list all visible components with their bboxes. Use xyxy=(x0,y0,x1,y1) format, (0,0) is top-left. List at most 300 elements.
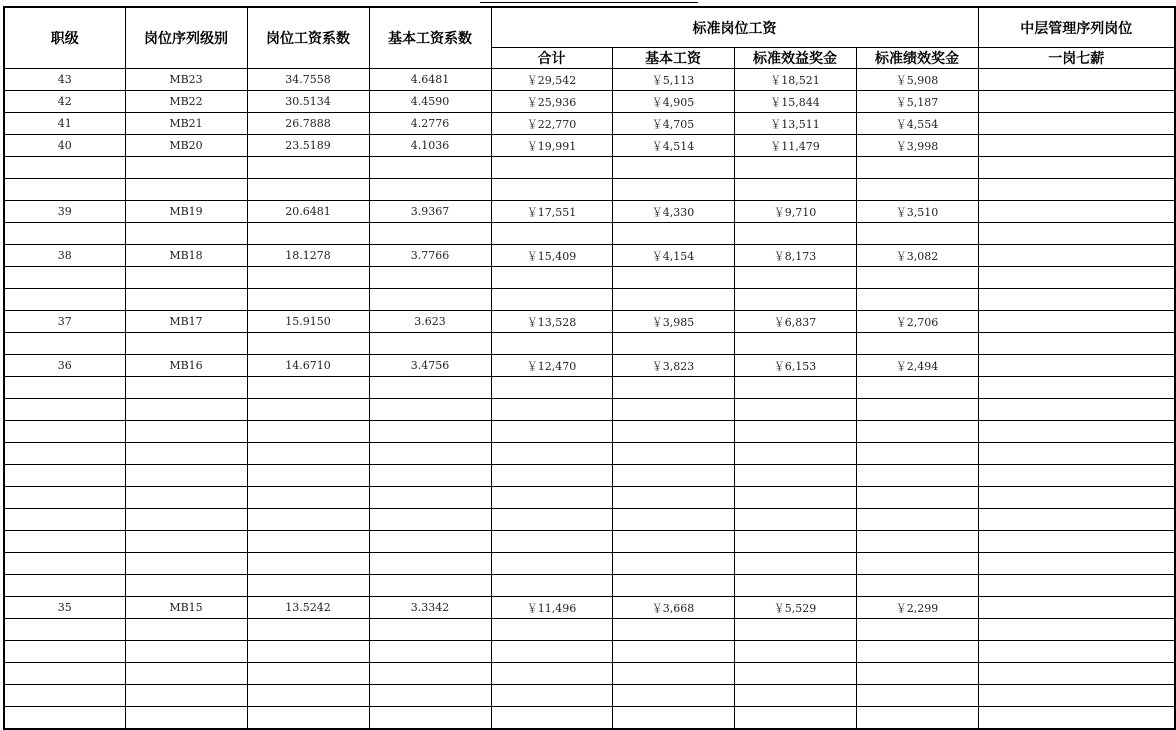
table-row xyxy=(4,113,1175,135)
cell-level xyxy=(125,553,247,575)
cell-grade xyxy=(4,333,125,355)
table-row xyxy=(4,223,1175,245)
cell-base-wage xyxy=(612,487,734,509)
cell-post-coef xyxy=(247,575,369,597)
cell-base-wage: ￥3,668 xyxy=(612,597,734,619)
cell-perf-bonus: ￥3,510 xyxy=(856,201,978,223)
cell-total xyxy=(491,707,612,730)
cell-level xyxy=(125,685,247,707)
cell-perf-bonus xyxy=(856,663,978,685)
cell-level: MB17 xyxy=(125,311,247,333)
cell-base-coef xyxy=(369,685,491,707)
cell-total xyxy=(491,663,612,685)
cell-base-coef: 4.4590 xyxy=(369,91,491,113)
cell-grade: 35 xyxy=(4,597,125,619)
cell-mid-mgmt xyxy=(978,443,1175,465)
cell-level: MB18 xyxy=(125,245,247,267)
cell-base-coef xyxy=(369,663,491,685)
cell-level: MB15 xyxy=(125,597,247,619)
cell-base-wage: ￥5,113 xyxy=(612,69,734,91)
cell-post-coef xyxy=(247,157,369,179)
cell-level xyxy=(125,619,247,641)
cell-mid-mgmt xyxy=(978,289,1175,311)
cell-post-coef: 20.6481 xyxy=(247,201,369,223)
cell-grade: 42 xyxy=(4,91,125,113)
cell-grade xyxy=(4,179,125,201)
cell-base-wage xyxy=(612,179,734,201)
cell-level xyxy=(125,377,247,399)
cell-benefit-bonus xyxy=(734,465,856,487)
cell-level xyxy=(125,267,247,289)
cell-grade xyxy=(4,487,125,509)
cell-base-coef: 3.3342 xyxy=(369,597,491,619)
cell-grade xyxy=(4,663,125,685)
cell-benefit-bonus xyxy=(734,267,856,289)
cell-post-coef xyxy=(247,267,369,289)
cell-level xyxy=(125,421,247,443)
cell-total xyxy=(491,223,612,245)
cell-mid-mgmt xyxy=(978,685,1175,707)
cell-post-coef: 30.5134 xyxy=(247,91,369,113)
cell-total xyxy=(491,421,612,443)
cell-total xyxy=(491,465,612,487)
cell-total: ￥11,496 xyxy=(491,597,612,619)
cell-base-wage xyxy=(612,399,734,421)
cell-base-wage xyxy=(612,553,734,575)
table-row xyxy=(4,399,1175,421)
cell-perf-bonus: ￥2,494 xyxy=(856,355,978,377)
cell-benefit-bonus xyxy=(734,333,856,355)
cell-base-wage: ￥4,705 xyxy=(612,113,734,135)
cell-base-coef: 3.623 xyxy=(369,311,491,333)
cell-level xyxy=(125,509,247,531)
cell-benefit-bonus xyxy=(734,157,856,179)
cell-grade xyxy=(4,619,125,641)
cell-perf-bonus xyxy=(856,179,978,201)
cell-base-coef xyxy=(369,487,491,509)
cell-mid-mgmt xyxy=(978,113,1175,135)
cell-mid-mgmt xyxy=(978,355,1175,377)
cell-base-wage xyxy=(612,685,734,707)
cell-post-coef xyxy=(247,663,369,685)
table-row xyxy=(4,619,1175,641)
table-row xyxy=(4,487,1175,509)
cell-level: MB23 xyxy=(125,69,247,91)
cell-benefit-bonus xyxy=(734,509,856,531)
cell-benefit-bonus xyxy=(734,179,856,201)
cell-level xyxy=(125,465,247,487)
cell-mid-mgmt xyxy=(978,465,1175,487)
cell-mid-mgmt xyxy=(978,641,1175,663)
cell-post-coef xyxy=(247,707,369,730)
table-row xyxy=(4,641,1175,663)
cell-total: ￥15,409 xyxy=(491,245,612,267)
cell-post-coef: 26.7888 xyxy=(247,113,369,135)
cell-grade xyxy=(4,531,125,553)
cell-base-wage xyxy=(612,641,734,663)
cell-total: ￥22,770 xyxy=(491,113,612,135)
cell-base-coef: 4.1036 xyxy=(369,135,491,157)
cell-benefit-bonus xyxy=(734,619,856,641)
cell-base-wage xyxy=(612,377,734,399)
cell-perf-bonus xyxy=(856,685,978,707)
cell-benefit-bonus xyxy=(734,707,856,730)
cell-benefit-bonus: ￥6,153 xyxy=(734,355,856,377)
table-row xyxy=(4,157,1175,179)
cell-benefit-bonus: ￥13,511 xyxy=(734,113,856,135)
cell-base-coef: 4.2776 xyxy=(369,113,491,135)
cell-mid-mgmt xyxy=(978,531,1175,553)
cell-level xyxy=(125,531,247,553)
cell-grade xyxy=(4,509,125,531)
cell-total: ￥29,542 xyxy=(491,69,612,91)
cell-benefit-bonus: ￥15,844 xyxy=(734,91,856,113)
cell-mid-mgmt xyxy=(978,399,1175,421)
cell-perf-bonus xyxy=(856,509,978,531)
cell-grade xyxy=(4,157,125,179)
cell-base-coef xyxy=(369,531,491,553)
table-row xyxy=(4,421,1175,443)
cell-perf-bonus xyxy=(856,575,978,597)
cell-base-wage xyxy=(612,289,734,311)
cell-post-coef: 15.9150 xyxy=(247,311,369,333)
table-row xyxy=(4,245,1175,267)
cell-benefit-bonus xyxy=(734,377,856,399)
cell-base-coef xyxy=(369,707,491,730)
cell-benefit-bonus xyxy=(734,421,856,443)
cell-total xyxy=(491,333,612,355)
cell-post-coef: 23.5189 xyxy=(247,135,369,157)
cell-post-coef: 18.1278 xyxy=(247,245,369,267)
cell-mid-mgmt xyxy=(978,619,1175,641)
cell-level: MB22 xyxy=(125,91,247,113)
cell-level: MB16 xyxy=(125,355,247,377)
cell-perf-bonus xyxy=(856,157,978,179)
cell-level xyxy=(125,333,247,355)
cell-perf-bonus: ￥5,908 xyxy=(856,69,978,91)
cell-grade: 37 xyxy=(4,311,125,333)
header-post-coef: 岗位工资系数 xyxy=(247,7,369,69)
cell-level: MB21 xyxy=(125,113,247,135)
cell-total xyxy=(491,179,612,201)
cell-base-coef xyxy=(369,399,491,421)
cell-base-wage: ￥4,514 xyxy=(612,135,734,157)
cell-grade xyxy=(4,289,125,311)
cell-base-coef xyxy=(369,619,491,641)
cell-total xyxy=(491,399,612,421)
cell-base-wage xyxy=(612,575,734,597)
cell-mid-mgmt xyxy=(978,487,1175,509)
cell-post-coef xyxy=(247,399,369,421)
cell-post-coef xyxy=(247,619,369,641)
cell-benefit-bonus xyxy=(734,663,856,685)
cell-mid-mgmt xyxy=(978,245,1175,267)
cell-grade xyxy=(4,223,125,245)
cell-mid-mgmt xyxy=(978,575,1175,597)
cell-mid-mgmt xyxy=(978,179,1175,201)
cell-mid-mgmt xyxy=(978,311,1175,333)
cell-mid-mgmt xyxy=(978,377,1175,399)
header-base-coef: 基本工资系数 xyxy=(369,7,491,69)
cell-total: ￥25,936 xyxy=(491,91,612,113)
cell-base-wage xyxy=(612,443,734,465)
cell-level: MB20 xyxy=(125,135,247,157)
cell-total xyxy=(491,377,612,399)
cell-post-coef xyxy=(247,509,369,531)
cell-perf-bonus xyxy=(856,443,978,465)
cell-grade: 36 xyxy=(4,355,125,377)
cell-base-wage xyxy=(612,531,734,553)
cell-perf-bonus xyxy=(856,377,978,399)
cell-mid-mgmt xyxy=(978,135,1175,157)
cell-base-wage xyxy=(612,157,734,179)
cell-perf-bonus: ￥3,998 xyxy=(856,135,978,157)
header-level: 岗位序列级别 xyxy=(125,7,247,69)
cell-base-coef: 3.9367 xyxy=(369,201,491,223)
cell-total: ￥12,470 xyxy=(491,355,612,377)
table-row xyxy=(4,333,1175,355)
cell-level xyxy=(125,641,247,663)
table-row xyxy=(4,597,1175,619)
cell-total xyxy=(491,641,612,663)
cell-base-wage: ￥4,905 xyxy=(612,91,734,113)
cell-base-coef xyxy=(369,421,491,443)
cell-post-coef: 13.5242 xyxy=(247,597,369,619)
cell-post-coef xyxy=(247,465,369,487)
cell-benefit-bonus: ￥11,479 xyxy=(734,135,856,157)
cell-perf-bonus: ￥5,187 xyxy=(856,91,978,113)
table-row xyxy=(4,575,1175,597)
cell-benefit-bonus xyxy=(734,399,856,421)
table-row xyxy=(4,91,1175,113)
cell-level xyxy=(125,707,247,730)
cell-base-wage: ￥4,330 xyxy=(612,201,734,223)
cell-post-coef xyxy=(247,421,369,443)
cell-mid-mgmt xyxy=(978,509,1175,531)
cell-base-wage: ￥4,154 xyxy=(612,245,734,267)
cell-perf-bonus xyxy=(856,553,978,575)
cell-grade: 38 xyxy=(4,245,125,267)
table-row xyxy=(4,311,1175,333)
cell-base-coef xyxy=(369,553,491,575)
cell-base-coef xyxy=(369,575,491,597)
cell-base-coef xyxy=(369,223,491,245)
header-grade: 职级 xyxy=(4,7,125,69)
cell-mid-mgmt xyxy=(978,421,1175,443)
cell-benefit-bonus xyxy=(734,443,856,465)
table-row xyxy=(4,267,1175,289)
cell-benefit-bonus xyxy=(734,487,856,509)
cell-post-coef xyxy=(247,553,369,575)
cell-base-wage xyxy=(612,509,734,531)
cell-base-wage xyxy=(612,421,734,443)
cell-perf-bonus xyxy=(856,487,978,509)
cell-level xyxy=(125,157,247,179)
cell-total xyxy=(491,509,612,531)
cell-perf-bonus xyxy=(856,421,978,443)
cell-perf-bonus: ￥3,082 xyxy=(856,245,978,267)
table-row xyxy=(4,663,1175,685)
cell-total xyxy=(491,443,612,465)
cell-perf-bonus xyxy=(856,289,978,311)
cell-grade xyxy=(4,707,125,730)
header-perf-bonus: 标准绩效奖金 xyxy=(856,48,978,69)
cell-mid-mgmt xyxy=(978,597,1175,619)
cell-grade xyxy=(4,465,125,487)
cell-level xyxy=(125,663,247,685)
cell-level xyxy=(125,575,247,597)
cell-total xyxy=(491,487,612,509)
cell-benefit-bonus xyxy=(734,553,856,575)
cell-perf-bonus xyxy=(856,223,978,245)
cell-grade xyxy=(4,641,125,663)
cell-grade xyxy=(4,443,125,465)
cell-base-coef xyxy=(369,641,491,663)
cell-benefit-bonus: ￥6,837 xyxy=(734,311,856,333)
cell-benefit-bonus: ￥5,529 xyxy=(734,597,856,619)
cell-perf-bonus xyxy=(856,619,978,641)
table-row xyxy=(4,553,1175,575)
cell-total xyxy=(491,553,612,575)
cell-base-coef xyxy=(369,289,491,311)
cell-mid-mgmt xyxy=(978,91,1175,113)
cell-post-coef xyxy=(247,443,369,465)
table-row xyxy=(4,135,1175,157)
cell-benefit-bonus xyxy=(734,641,856,663)
cell-level xyxy=(125,223,247,245)
cell-mid-mgmt xyxy=(978,69,1175,91)
cell-mid-mgmt xyxy=(978,157,1175,179)
cell-post-coef xyxy=(247,223,369,245)
cell-total xyxy=(491,289,612,311)
cell-post-coef: 34.7558 xyxy=(247,69,369,91)
table-row xyxy=(4,443,1175,465)
cell-mid-mgmt xyxy=(978,223,1175,245)
cell-grade xyxy=(4,685,125,707)
cell-grade xyxy=(4,399,125,421)
cell-post-coef xyxy=(247,289,369,311)
cell-total xyxy=(491,157,612,179)
table-row xyxy=(4,465,1175,487)
cell-total: ￥17,551 xyxy=(491,201,612,223)
cell-benefit-bonus: ￥8,173 xyxy=(734,245,856,267)
title-underline xyxy=(480,2,698,3)
cell-mid-mgmt xyxy=(978,333,1175,355)
cell-base-coef xyxy=(369,377,491,399)
cell-level xyxy=(125,399,247,421)
cell-level xyxy=(125,487,247,509)
table-row xyxy=(4,355,1175,377)
cell-base-coef xyxy=(369,443,491,465)
cell-grade xyxy=(4,267,125,289)
cell-post-coef: 14.6710 xyxy=(247,355,369,377)
cell-base-coef xyxy=(369,509,491,531)
cell-grade xyxy=(4,377,125,399)
header-row-1 xyxy=(4,7,1175,48)
cell-base-coef: 4.6481 xyxy=(369,69,491,91)
table-row xyxy=(4,707,1175,730)
cell-base-coef xyxy=(369,333,491,355)
cell-base-coef xyxy=(369,465,491,487)
cell-base-coef: 3.7766 xyxy=(369,245,491,267)
cell-total: ￥13,528 xyxy=(491,311,612,333)
cell-mid-mgmt xyxy=(978,267,1175,289)
table-row xyxy=(4,179,1175,201)
cell-level xyxy=(125,443,247,465)
cell-grade xyxy=(4,553,125,575)
cell-base-coef xyxy=(369,267,491,289)
header-total: 合计 xyxy=(491,48,612,69)
table-row xyxy=(4,69,1175,91)
cell-perf-bonus xyxy=(856,399,978,421)
cell-grade xyxy=(4,421,125,443)
cell-grade: 40 xyxy=(4,135,125,157)
table-row xyxy=(4,509,1175,531)
cell-base-wage xyxy=(612,333,734,355)
cell-base-wage xyxy=(612,267,734,289)
cell-base-coef: 3.4756 xyxy=(369,355,491,377)
cell-benefit-bonus xyxy=(734,289,856,311)
cell-grade: 43 xyxy=(4,69,125,91)
cell-level: MB19 xyxy=(125,201,247,223)
cell-post-coef xyxy=(247,531,369,553)
cell-level xyxy=(125,179,247,201)
cell-post-coef xyxy=(247,179,369,201)
cell-perf-bonus: ￥4,554 xyxy=(856,113,978,135)
cell-perf-bonus xyxy=(856,465,978,487)
cell-total xyxy=(491,531,612,553)
cell-base-wage: ￥3,985 xyxy=(612,311,734,333)
header-mid-mgmt: 中层管理序列岗位 xyxy=(978,7,1175,48)
table-row xyxy=(4,377,1175,399)
cell-benefit-bonus: ￥18,521 xyxy=(734,69,856,91)
header-base-wage: 基本工资 xyxy=(612,48,734,69)
cell-total xyxy=(491,685,612,707)
cell-benefit-bonus xyxy=(734,685,856,707)
cell-total: ￥19,991 xyxy=(491,135,612,157)
header-std-wage: 标准岗位工资 xyxy=(491,7,978,48)
cell-base-coef xyxy=(369,179,491,201)
cell-mid-mgmt xyxy=(978,707,1175,730)
cell-perf-bonus: ￥2,706 xyxy=(856,311,978,333)
cell-benefit-bonus xyxy=(734,575,856,597)
cell-perf-bonus xyxy=(856,531,978,553)
salary-table xyxy=(3,6,1176,730)
cell-mid-mgmt xyxy=(978,663,1175,685)
cell-grade: 39 xyxy=(4,201,125,223)
cell-base-wage xyxy=(612,707,734,730)
cell-perf-bonus xyxy=(856,333,978,355)
cell-benefit-bonus xyxy=(734,531,856,553)
header-mid-sub: 一岗七薪 xyxy=(978,48,1175,69)
cell-base-wage xyxy=(612,223,734,245)
cell-post-coef xyxy=(247,333,369,355)
cell-perf-bonus xyxy=(856,641,978,663)
cell-mid-mgmt xyxy=(978,201,1175,223)
cell-total xyxy=(491,575,612,597)
cell-perf-bonus xyxy=(856,267,978,289)
table-row xyxy=(4,201,1175,223)
cell-total xyxy=(491,619,612,641)
cell-perf-bonus xyxy=(856,707,978,730)
cell-base-wage xyxy=(612,465,734,487)
cell-base-wage xyxy=(612,663,734,685)
cell-mid-mgmt xyxy=(978,553,1175,575)
cell-post-coef xyxy=(247,377,369,399)
cell-post-coef xyxy=(247,685,369,707)
table-row xyxy=(4,685,1175,707)
cell-benefit-bonus: ￥9,710 xyxy=(734,201,856,223)
